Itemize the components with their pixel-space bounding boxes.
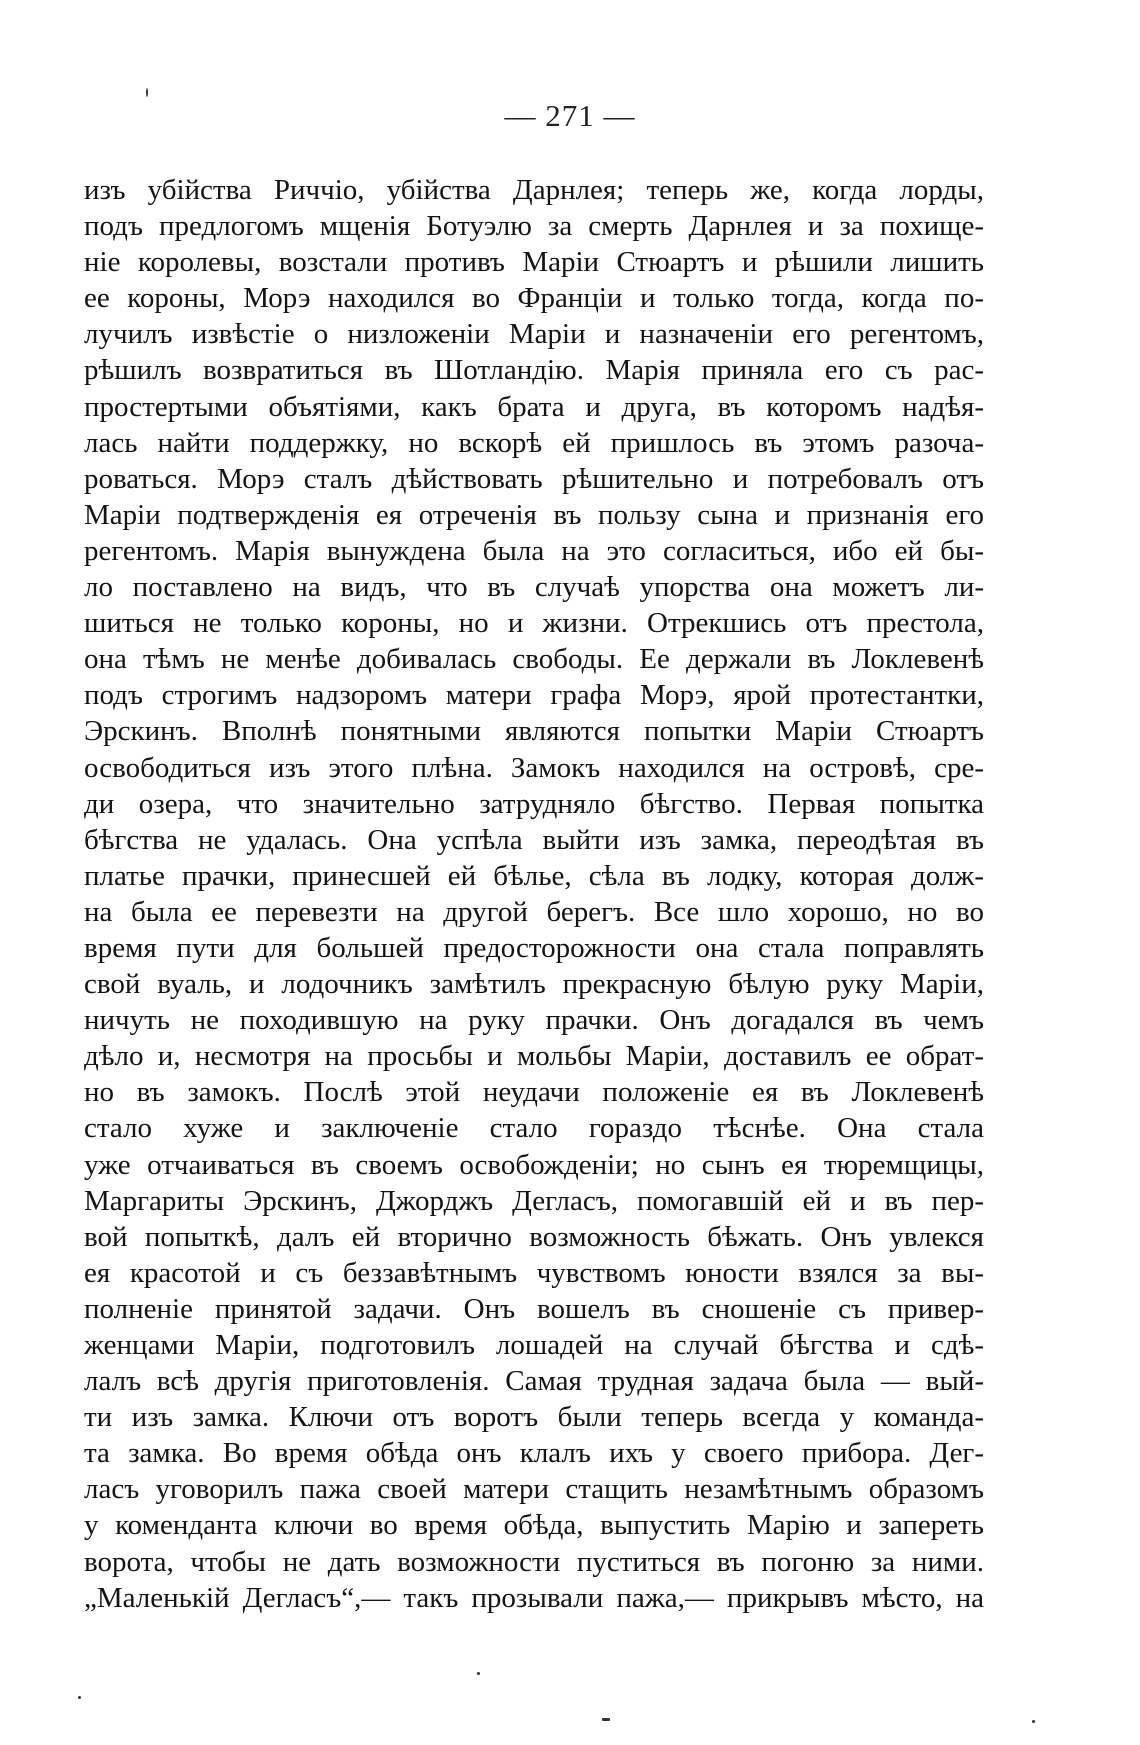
- text-line: подъ предлогомъ мщенія Ботуэлю за смерть Дарнлея и за похище-: [84, 210, 984, 243]
- text-line: уже отчаиваться въ своемъ освобожденіи; но сынъ ея тюремщицы,: [84, 1148, 984, 1181]
- text-line: ло поставлено на видъ, что въ случаѣ упорства она можетъ ли-: [84, 571, 984, 604]
- text-line: освободиться изъ этого плѣна. Замокъ находился на островѣ, сре-: [84, 751, 984, 784]
- text-line: та замка. Во время обѣда онъ клалъ ихъ у своего прибора. Дег-: [84, 1437, 984, 1470]
- text-line: ласъ уговорилъ пажа своей матери стащить незамѣтнымъ образомъ: [84, 1473, 984, 1506]
- print-speck: [78, 1696, 81, 1699]
- text-line: ніе королевы, возстали противъ Маріи Стюартъ и рѣшили лишить: [84, 246, 984, 279]
- text-line: платье прачки, принесшей ей бѣлье, сѣла въ лодку, которая долж-: [84, 859, 984, 892]
- text-line: ее короны, Морэ находился во Франціи и только тогда, когда по-: [84, 282, 984, 315]
- text-line: шиться не только короны, но и жизни. Отрекшись отъ престола,: [84, 607, 984, 640]
- body-text: [84, 172, 984, 1616]
- text-line: у коменданта ключи во время обѣда, выпустить Марію и запереть: [84, 1509, 984, 1542]
- text-line: ворота, чтобы не дать возможности пуститься въ погоню за ними.: [84, 1545, 984, 1578]
- text-line: регентомъ. Марія вынуждена была на это согласиться, ибо ей бы-: [84, 534, 984, 567]
- text-line: вой попыткѣ, далъ ей вторично возможность бѣжать. Онъ увлекся: [84, 1220, 984, 1253]
- text-line: ти изъ замка. Ключи отъ воротъ были теперь всегда у команда-: [84, 1401, 984, 1434]
- text-line: роваться. Морэ сталъ дѣйствовать рѣшительно и потребовалъ отъ: [84, 462, 984, 495]
- text-line: стало хуже и заключеніе стало гораздо тѣснѣе. Она стала: [84, 1112, 984, 1145]
- text-line: „Маленькій Дегласъ“,— такъ прозывали пажа,— прикрывъ мѣсто, на: [84, 1581, 984, 1614]
- text-line: но въ замокъ. Послѣ этой неудачи положеніе ея въ Локлевенѣ: [84, 1076, 984, 1109]
- text-line: ди озера, что значительно затрудняло бѣгство. Первая попытка: [84, 787, 984, 820]
- text-line: ея красотой и съ беззавѣтнымъ чувствомъ юности взялся за вы-: [84, 1256, 984, 1289]
- text-line: дѣло и, несмотря на просьбы и мольбы Маріи, доставилъ ее обрат-: [84, 1040, 984, 1073]
- print-speck: [477, 1672, 480, 1675]
- text-line: рѣшилъ возвратиться въ Шотландію. Марія приняла его съ рас-: [84, 354, 984, 387]
- text-line: лучилъ извѣстіе о низложеніи Маріи и назначеніи его регентомъ,: [84, 318, 984, 351]
- print-speck: [146, 88, 148, 97]
- text-line: она тѣмъ не менѣе добивалась свободы. Ее держали въ Локлевенѣ: [84, 643, 984, 676]
- text-line: Маргариты Эрскинъ, Джорджъ Дегласъ, помогавшій ей и въ пер-: [84, 1184, 984, 1217]
- text-line: время пути для большей предосторожности она стала поправлять: [84, 931, 984, 964]
- print-speck: [602, 1718, 610, 1721]
- text-line: свой вуаль, и лодочникъ замѣтилъ прекрасную бѣлую руку Маріи,: [84, 968, 984, 1001]
- text-line: бѣгства не удалась. Она успѣла выйти изъ замка, переодѣтая въ: [84, 823, 984, 856]
- text-line: на была ее перевезти на другой берегъ. Все шло хорошо, но во: [84, 895, 984, 928]
- text-line: лалъ всѣ другія приготовленія. Самая трудная задача была — вый-: [84, 1365, 984, 1398]
- text-line: простертыми объятіями, какъ брата и друга, въ которомъ надѣя-: [84, 390, 984, 423]
- page-number: — 271 —: [504, 98, 636, 133]
- text-line: женцами Маріи, подготовилъ лошадей на случай бѣгства и сдѣ-: [84, 1329, 984, 1361]
- text-line: полненіе принятой задачи. Онъ вошелъ въ сношеніе съ привер-: [84, 1292, 984, 1325]
- text-line: ничуть не походившую на руку прачки. Онъ догадался въ чемъ: [84, 1004, 984, 1037]
- text-line: изъ убійства Риччіо, убійства Дарнлея; теперь же, когда лорды,: [84, 174, 984, 206]
- print-speck: [1032, 1720, 1035, 1723]
- text-line: Эрскинъ. Вполнѣ понятными являются попытки Маріи Стюартъ: [84, 715, 984, 748]
- text-line: Маріи подтвержденія ея отреченія въ пользу сына и признанія его: [84, 498, 984, 531]
- text-line: лась найти поддержку, но вскорѣ ей пришлось въ этомъ разоча-: [84, 426, 984, 459]
- text-line: подъ строгимъ надзоромъ матери графа Морэ, ярой протестантки,: [84, 679, 984, 712]
